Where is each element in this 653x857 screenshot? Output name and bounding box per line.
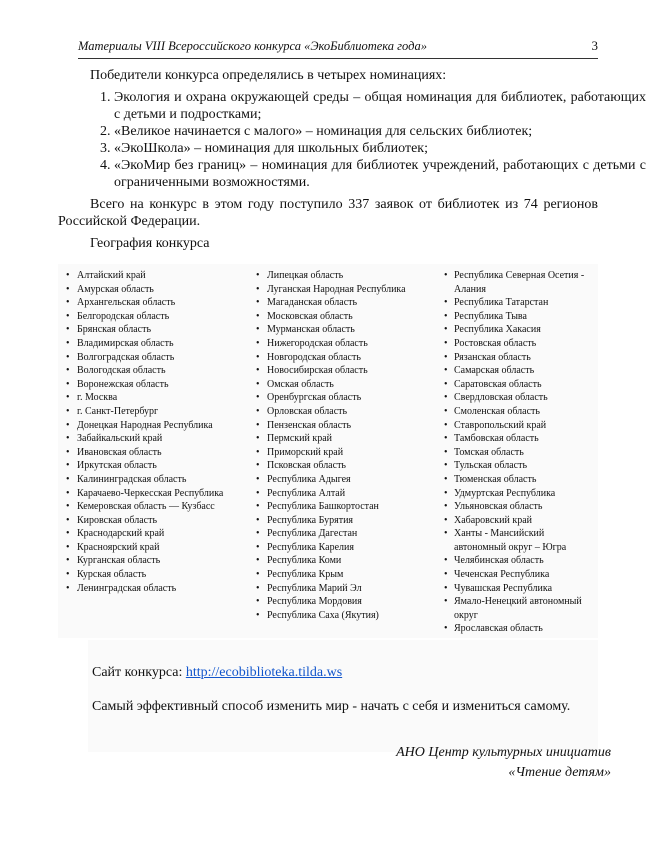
region-name: Воронежская область <box>77 378 169 390</box>
bullet-icon: • <box>444 528 448 540</box>
region-item <box>254 582 434 596</box>
bullet-icon: • <box>444 365 448 377</box>
bullet-icon: • <box>444 582 448 594</box>
bullet-icon: • <box>256 297 260 309</box>
bullet-icon: • <box>66 351 70 363</box>
region-item <box>444 487 594 501</box>
regions-block <box>58 264 598 638</box>
region-item <box>254 323 434 337</box>
region-name: г. Санкт-Петербург <box>77 405 159 417</box>
region-item <box>254 296 434 310</box>
region-item <box>444 527 594 554</box>
region-item <box>64 310 239 324</box>
bullet-icon: • <box>256 283 260 295</box>
region-item <box>444 500 594 514</box>
region-item <box>444 432 594 446</box>
geography-heading: География конкурса <box>90 236 210 251</box>
site-link[interactable]: http://ecobiblioteka.tilda.ws <box>185 665 343 680</box>
region-name: г. Москва <box>77 392 118 404</box>
region-name: Нижегородская область <box>267 337 368 349</box>
region-item <box>64 527 239 541</box>
region-item <box>444 310 594 324</box>
region-name: Тюменская область <box>454 473 537 485</box>
bullet-icon: • <box>444 596 448 608</box>
region-name: Чеченская Республика <box>454 569 550 581</box>
bullet-icon: • <box>256 365 260 377</box>
region-name: Челябинская область <box>454 555 544 567</box>
region-name: Рязанская область <box>454 351 531 363</box>
region-name: Курганская область <box>77 555 161 567</box>
region-name: Чувашская Республика <box>454 582 553 594</box>
region-name: Омская область <box>267 378 334 390</box>
bullet-icon: • <box>444 351 448 363</box>
region-item <box>254 500 434 514</box>
bullet-icon: • <box>444 337 448 349</box>
region-item <box>254 432 434 446</box>
region-name: Иркутская область <box>77 460 157 472</box>
bullet-icon: • <box>444 310 448 322</box>
region-item <box>444 323 594 337</box>
region-name: Кемеровская область — Кузбасс <box>77 501 215 513</box>
bullet-icon: • <box>444 623 448 635</box>
region-name: Пермский край <box>267 433 332 445</box>
region-name: Приморский край <box>267 446 344 458</box>
bullet-icon: • <box>256 378 260 390</box>
region-item <box>254 527 434 541</box>
bullet-icon: • <box>66 501 70 513</box>
region-item <box>64 514 239 528</box>
region-name: Волгоградская область <box>77 351 175 363</box>
bullet-icon: • <box>444 555 448 567</box>
region-item <box>64 582 239 596</box>
region-item <box>444 419 594 433</box>
region-name: Донецкая Народная Республика <box>77 419 213 431</box>
region-item <box>254 554 434 568</box>
region-name: Свердловская область <box>454 392 548 404</box>
bullet-icon: • <box>256 582 260 594</box>
bullet-icon: • <box>66 378 70 390</box>
region-item <box>444 405 594 419</box>
region-name: Новгородская область <box>267 351 361 363</box>
region-item <box>64 405 239 419</box>
region-item <box>254 405 434 419</box>
region-name: Владимирская область <box>77 337 174 349</box>
bullet-icon: • <box>444 569 448 581</box>
regions-column-2 <box>254 269 434 622</box>
bullet-icon: • <box>66 433 70 445</box>
region-name: Амурская область <box>77 283 154 295</box>
bullet-icon: • <box>66 270 70 281</box>
bullet-icon: • <box>444 514 448 526</box>
region-item <box>444 514 594 528</box>
region-name: Ханты - Мансийский автономный округ – Югра <box>454 528 567 553</box>
bullet-icon: • <box>256 528 260 540</box>
bullet-icon: • <box>66 528 70 540</box>
region-item <box>64 446 239 460</box>
region-item <box>254 337 434 351</box>
region-item <box>444 622 594 636</box>
footer-panel <box>88 640 598 752</box>
region-name: Республика Мордовия <box>267 596 362 608</box>
region-item <box>64 269 239 283</box>
region-item <box>254 310 434 324</box>
bullet-icon: • <box>444 419 448 431</box>
region-item <box>444 378 594 392</box>
region-item <box>444 446 594 460</box>
nominations-intro: Победители конкурса определялись в четырех номинациях: <box>90 68 447 83</box>
signature-line-2: «Чтение детям» <box>508 765 611 780</box>
region-name: Республика Саха (Якутия) <box>267 609 379 621</box>
bullet-icon: • <box>444 378 448 390</box>
bullet-icon: • <box>66 555 70 567</box>
bullet-icon: • <box>256 569 260 581</box>
nomination-item: 1. Экология и охрана окружающей среды – общая номинация для библиотек, работающих с детьми и подростками; <box>114 89 646 123</box>
region-item <box>64 487 239 501</box>
region-item <box>64 323 239 337</box>
bullet-icon: • <box>256 310 260 322</box>
region-item <box>254 364 434 378</box>
bullet-icon: • <box>256 337 260 349</box>
bullet-icon: • <box>256 555 260 567</box>
region-name: Ростовская область <box>454 337 537 349</box>
bullet-icon: • <box>444 270 448 281</box>
bullet-icon: • <box>256 419 260 431</box>
nomination-item: 3. «ЭкоШкола» – номинация для школьных библиотек; <box>114 140 646 157</box>
bullet-icon: • <box>256 541 260 553</box>
bullet-icon: • <box>66 460 70 472</box>
bullet-icon: • <box>444 473 448 485</box>
nomination-item: 4. «ЭкоМир без границ» – номинация для библиотек учреждений, работающих с детьми с ограниченными возможностями. <box>114 157 646 191</box>
bullet-icon: • <box>444 405 448 417</box>
bullet-icon: • <box>256 501 260 513</box>
region-item <box>444 391 594 405</box>
region-item <box>64 432 239 446</box>
region-name: Архангельская область <box>77 297 176 309</box>
region-name: Липецкая область <box>267 270 344 281</box>
region-item <box>64 283 239 297</box>
bullet-icon: • <box>256 405 260 417</box>
bullet-icon: • <box>444 460 448 472</box>
region-name: Новосибирская область <box>267 365 368 377</box>
bullet-icon: • <box>444 501 448 513</box>
region-item <box>444 351 594 365</box>
region-item <box>254 609 434 623</box>
regions-column-1 <box>64 269 239 595</box>
region-name: Калининградская область <box>77 473 187 485</box>
region-name: Оренбургская область <box>267 392 362 404</box>
region-item <box>64 568 239 582</box>
region-name: Ивановская область <box>77 446 162 458</box>
region-name: Республика Тыва <box>454 310 527 322</box>
bullet-icon: • <box>256 446 260 458</box>
region-name: Саратовская область <box>454 378 542 390</box>
region-item <box>64 391 239 405</box>
region-name: Карачаево-Черкесская Республика <box>77 487 224 499</box>
region-item <box>254 446 434 460</box>
region-name: Кировская область <box>77 514 158 526</box>
region-name: Республика Алтай <box>267 487 346 499</box>
bullet-icon: • <box>256 270 260 281</box>
motto: Самый эффективный способ изменить мир - начать с себя и измениться самому. <box>92 699 571 714</box>
bullet-icon: • <box>444 392 448 404</box>
region-item <box>64 541 239 555</box>
region-name: Республика Коми <box>267 555 342 567</box>
region-name: Ярославская область <box>454 623 543 635</box>
bullet-icon: • <box>444 297 448 309</box>
signature <box>396 743 611 783</box>
region-name: Пензенская область <box>267 419 352 431</box>
bullet-icon: • <box>256 460 260 472</box>
region-name: Республика Крым <box>267 569 344 581</box>
regions-column-3 <box>444 269 594 636</box>
region-item <box>254 487 434 501</box>
bullet-icon: • <box>444 324 448 336</box>
region-item <box>444 337 594 351</box>
region-item <box>64 337 239 351</box>
bullet-icon: • <box>66 446 70 458</box>
region-name: Республика Карелия <box>267 541 354 553</box>
region-name: Республика Марий Эл <box>267 582 362 594</box>
region-name: Магаданская область <box>267 297 358 309</box>
bullet-icon: • <box>256 392 260 404</box>
region-item <box>254 269 434 283</box>
region-item <box>254 391 434 405</box>
region-name: Тульская область <box>454 460 528 472</box>
bullet-icon: • <box>256 473 260 485</box>
signature-line-1: АНО Центр культурных инициатив <box>396 745 611 760</box>
site-line <box>92 665 342 681</box>
region-name: Псковская область <box>267 460 346 472</box>
region-name: Алтайский край <box>77 270 146 281</box>
region-item <box>64 378 239 392</box>
bullet-icon: • <box>256 609 260 621</box>
bullet-icon: • <box>256 487 260 499</box>
region-name: Ульяновская область <box>454 501 543 513</box>
region-item <box>254 351 434 365</box>
bullet-icon: • <box>66 297 70 309</box>
region-item <box>254 283 434 297</box>
nomination-item: 2. «Великое начинается с малого» – номинация для сельских библиотек; <box>114 123 646 140</box>
bullet-icon: • <box>256 596 260 608</box>
region-item <box>444 582 594 596</box>
region-name: Белгородская область <box>77 310 170 322</box>
bullet-icon: • <box>66 473 70 485</box>
bullet-icon: • <box>256 433 260 445</box>
region-name: Брянская область <box>77 324 152 336</box>
region-name: Орловская область <box>267 405 348 417</box>
region-item <box>444 568 594 582</box>
region-name: Самарская область <box>454 365 535 377</box>
bullet-icon: • <box>66 487 70 499</box>
region-name: Республика Башкортостан <box>267 501 379 513</box>
region-item <box>254 514 434 528</box>
region-item <box>444 269 594 296</box>
region-name: Ленинградская область <box>77 582 177 594</box>
region-item <box>444 473 594 487</box>
region-item <box>64 459 239 473</box>
region-item <box>64 296 239 310</box>
region-name: Удмуртская Республика <box>454 487 556 499</box>
bullet-icon: • <box>444 446 448 458</box>
region-name: Вологодская область <box>77 365 166 377</box>
region-item <box>444 595 594 622</box>
page-header <box>78 36 598 59</box>
region-name: Луганская Народная Республика <box>267 283 406 295</box>
applications-paragraph: Всего на конкурс в этом году поступило 337 заявок от библиотек из 74 регионов Российской Федерации. <box>58 197 598 229</box>
bullet-icon: • <box>444 487 448 499</box>
bullet-icon: • <box>256 324 260 336</box>
region-name: Забайкальский край <box>77 433 163 445</box>
region-item <box>254 459 434 473</box>
region-name: Красноярский край <box>77 541 160 553</box>
region-name: Мурманская область <box>267 324 355 336</box>
region-name: Республика Адыгея <box>267 473 351 485</box>
region-item <box>444 296 594 310</box>
bullet-icon: • <box>66 310 70 322</box>
bullet-icon: • <box>66 392 70 404</box>
region-item <box>254 595 434 609</box>
bullet-icon: • <box>66 365 70 377</box>
region-item <box>254 419 434 433</box>
bullet-icon: • <box>444 433 448 445</box>
bullet-icon: • <box>66 514 70 526</box>
bullet-icon: • <box>66 569 70 581</box>
region-item <box>254 568 434 582</box>
nominations-list <box>66 89 646 191</box>
region-item <box>64 473 239 487</box>
bullet-icon: • <box>256 514 260 526</box>
bullet-icon: • <box>66 405 70 417</box>
region-name: Тамбовская область <box>454 433 539 445</box>
bullet-icon: • <box>66 337 70 349</box>
region-name: Смоленская область <box>454 405 540 417</box>
region-item <box>444 364 594 378</box>
page-number: 3 <box>591 38 598 53</box>
bullet-icon: • <box>66 283 70 295</box>
region-item <box>254 541 434 555</box>
region-name: Республика Хакасия <box>454 324 541 336</box>
region-item <box>254 378 434 392</box>
region-name: Хабаровский край <box>454 514 532 526</box>
region-name: Ямало-Ненецкий автономный округ <box>454 596 582 621</box>
region-name: Краснодарский край <box>77 528 165 540</box>
region-name: Томская область <box>454 446 524 458</box>
region-name: Республика Северная Осетия - Алания <box>454 270 585 295</box>
region-item <box>64 419 239 433</box>
region-name: Московская область <box>267 310 353 322</box>
region-name: Республика Татарстан <box>454 297 549 309</box>
bullet-icon: • <box>66 541 70 553</box>
region-item <box>444 554 594 568</box>
header-title: Материалы VIII Всероссийского конкурса «ЭкоБиблиотека года» <box>78 39 427 53</box>
bullet-icon: • <box>66 419 70 431</box>
bullet-icon: • <box>66 324 70 336</box>
region-item <box>254 473 434 487</box>
region-name: Республика Бурятия <box>267 514 354 526</box>
site-label: Сайт конкурса: <box>92 665 183 680</box>
region-name: Республика Дагестан <box>267 528 358 540</box>
bullet-icon: • <box>256 351 260 363</box>
region-item <box>64 351 239 365</box>
region-name: Ставропольский край <box>454 419 547 431</box>
region-item <box>444 459 594 473</box>
region-item <box>64 554 239 568</box>
region-item <box>64 364 239 378</box>
region-item <box>64 500 239 514</box>
region-name: Курская область <box>77 569 147 581</box>
bullet-icon: • <box>66 582 70 594</box>
